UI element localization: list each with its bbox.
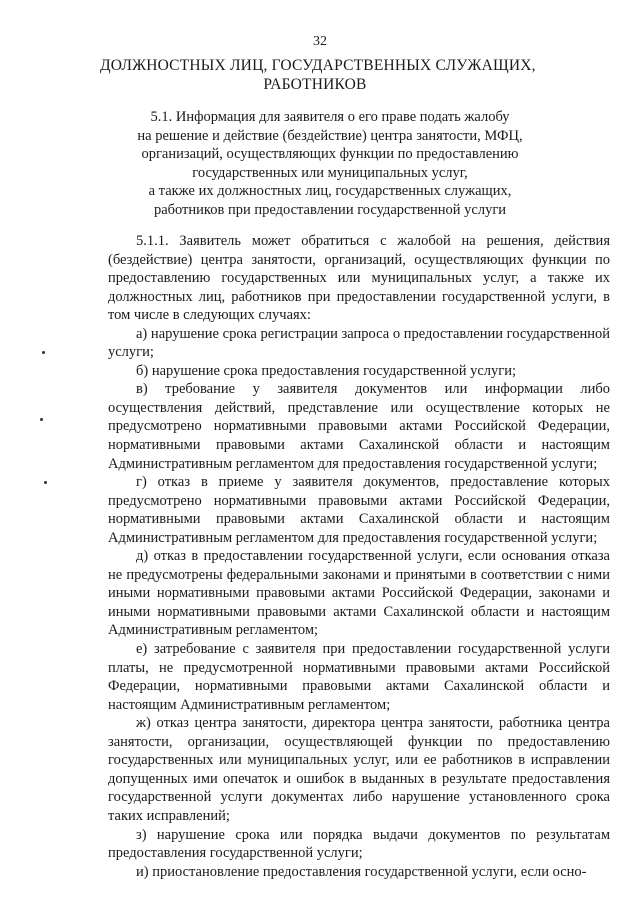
subsection-title [120, 108, 540, 220]
paragraph-item-zh: ж) отказ центра занятости, директора центра занятости, работника центра занятости, организации, осуществляющей функции по предоставлению государственных или муниципальных услуг, или ее работников в исправлении допущенных ими опечаток и ошибок в выданных в результате предоставления государственной услуги документах либо нарушение установленного срока таких исправлений; [108, 715, 610, 824]
paragraph-item-v: в) требование у заявителя документов или информации либо осуществления действий, представление или осуществление которых не предусмотрено нормативными правовыми актами Российской Федерации, нормативными правовыми актами Сахалинской области и настоящим Административным регламентом для предоставления государственной услуги; [108, 381, 610, 472]
scan-speck-mark [44, 481, 47, 484]
section-heading [100, 56, 536, 94]
subheading-line: 5.1. Информация для заявителя о его праве подать жалобу [150, 109, 510, 125]
paragraph-item-e: е) затребование с заявителя при предоставлении государственной услуги платы, не предусмотренной нормативными правовыми актами Российской Федерации, нормативными правовыми актами Сахалинской области и настоящим Административным регламентом; [108, 641, 610, 713]
subheading-line: а также их должностных лиц, государственных служащих, [148, 183, 512, 200]
heading-line: ДОЛЖНОСТНЫХ ЛИЦ, ГОСУДАРСТВЕННЫХ СЛУЖАЩИХ, [100, 57, 536, 74]
paragraph-item-a: а) нарушение срока регистрации запроса о предоставлении государственной услуги; [108, 325, 610, 361]
paragraph-item-z: з) нарушение срока или порядка выдачи документов по результатам предоставления государственной услуги; [108, 826, 610, 862]
paragraph-item-d: д) отказ в предоставлении государственной услуги, если основания отказа не предусмотрены федеральными законами и принятыми в соответствии с ними иными нормативными правовыми актами Российской Федерации, законами и иными нормативными правовыми актами Сахалинской области и настоящим Административным регламентом; [108, 548, 610, 639]
scan-speck-mark [42, 351, 45, 354]
subheading-line: организаций, осуществляющих функции по предоставлению [141, 146, 519, 163]
body-text [108, 232, 610, 881]
scan-speck-mark [40, 418, 43, 421]
paragraph-item-g: г) отказ в приеме у заявителя документов, предоставление которых предусмотрено нормативными правовыми актами Российской Федерации, нормативными правовыми актами Сахалинской области и настоящим Административным регламентом для предоставления государственной услуги; [108, 474, 610, 546]
page-number: 32 [313, 34, 327, 49]
heading-line: РАБОТНИКОВ [263, 76, 367, 93]
subheading-line: на решение и действие (бездействие) центра занятости, МФЦ, [137, 127, 523, 144]
paragraph-intro: 5.1.1. Заявитель может обратиться с жалобой на решения, действия (бездействие) центра занятости, организаций, осуществляющих функции по предоставлению государственных или муниципальных услуг, а также их должностных лиц, работников при предоставлении государственной услуги, в том числе в следующих случаях: [108, 233, 610, 324]
paragraph-item-i: и) приостановление предоставления государственной услуги, если осно- [136, 863, 587, 880]
subheading-line: государственных или муниципальных услуг, [192, 164, 468, 181]
paragraph-item-b: б) нарушение срока предоставления государственной услуги; [136, 362, 516, 379]
subheading-line: работников при предоставлении государственной услуги [153, 201, 507, 218]
